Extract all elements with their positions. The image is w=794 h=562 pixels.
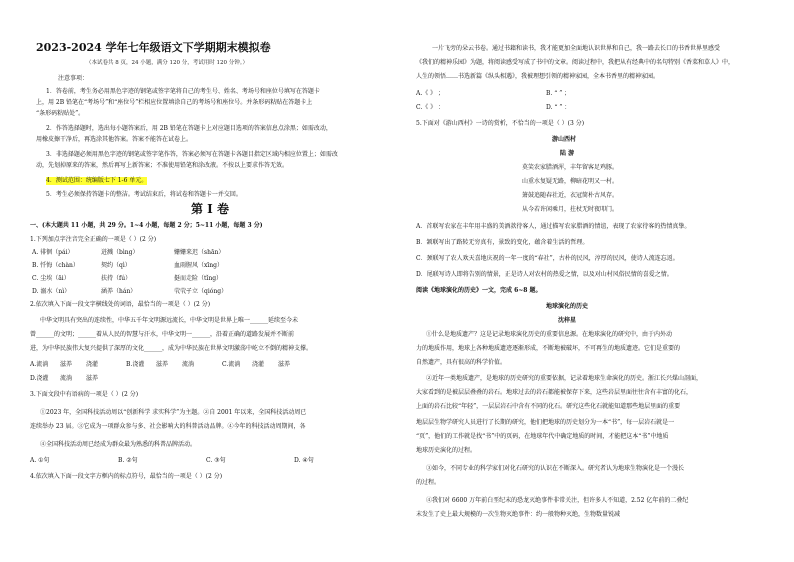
article-author: 沈梓星 bbox=[558, 317, 577, 324]
q2-option: 滋养 bbox=[156, 361, 169, 368]
article-line: 自然遗产，具有很高的科学价值。 bbox=[416, 359, 507, 366]
note-line: 1．答卷前，考生务必用黑色字迹的钢笔或签字笔将自己的考生号、姓名、考场号和座位号填写在答题卡 bbox=[46, 88, 320, 95]
q3-option: D. ④句 bbox=[294, 457, 314, 464]
q2-text-line: 进，为中华民族伟大复兴提供了深厚的文化______，成为中华民族在世界文明激荡中屹立不倒的精神支撑。 bbox=[30, 345, 313, 352]
question-5: 5.下面对《游山西村》一诗的赏析，不恰当的一项是（ ）(3 分) bbox=[416, 120, 585, 127]
poem-line: 箫鼓追随春社近，衣冠简朴古风存。 bbox=[522, 192, 619, 199]
q1-option: 茕茕孑立（qióng） bbox=[174, 288, 228, 295]
q4-option: D. “ ” ： bbox=[546, 104, 571, 111]
q2-option: 滋养 bbox=[278, 361, 291, 368]
exam-subtitle: （本试卷共 8 页，24 小题，满分 120 分，考试用时 120 分钟。） bbox=[86, 60, 248, 66]
question-1: 1.下列加点字注音完全正确的一项是（ ）(2 分) bbox=[30, 236, 157, 243]
q1-option: 契约（qì） bbox=[101, 262, 131, 269]
q1-option: 姗姗来迟（shān） bbox=[174, 249, 225, 256]
q1-option: 挺而走险（tǐng） bbox=[174, 275, 223, 282]
q3-option: B. ②句 bbox=[118, 457, 138, 464]
note-line: 5．考生必须保持答题卡的整洁。考试结束后，将试卷和答题卡一并交回。 bbox=[46, 191, 242, 198]
article-line: ①什么是地质遗产？这是记录地球演化历史的重要信息源。在地球演化的研究中，由于内外动 bbox=[426, 331, 673, 338]
q5-option: B．颔联写出了路转无穷真有，景致的变化，蕴含着生活的哲理。 bbox=[416, 239, 589, 246]
q3-option: A. ①句 bbox=[30, 457, 50, 464]
q2-option: C.流淌 bbox=[222, 361, 241, 368]
q2-option: A.流淌 bbox=[30, 361, 49, 368]
q4-text-line: 人生的领悟……书选新篇《纵头相遇》，我被理想引领的精神家园，全本书香里的精神家园。 bbox=[416, 73, 660, 80]
q1-option: 扶持（fú） bbox=[101, 275, 132, 282]
q3-text-line: 连续举办 23 届。③它成为一项群众参与多、社会影响大的科普活动品牌。④今年的科技活动周期间，各 bbox=[30, 423, 306, 430]
article-line: 地层层生物学研究人员进行了长期的研究，他们把地球的历史划分为一本“书”，每一层岩石就是一 bbox=[416, 419, 675, 426]
q2-option: 浇灌 bbox=[86, 361, 99, 368]
note-line: 上，用 2B 铅笔在“考场号”和“座位号”栏相应位置填涂自己的考场号和座位号。并条形码粘贴在答题卡上 bbox=[36, 99, 313, 106]
q5-option: D．尾联写诗人即将告别的情景，正是诗人对农村的热爱之情，以及对山村风俗民情的喜爱之情。 bbox=[416, 271, 673, 278]
reading-intro: 阅读《地球演化的历史》一文，完成 6~8 题。 bbox=[416, 287, 542, 294]
article-line: 末发生了史上最大规模的一次生物灭绝事件：约一般物种灭绝，生物数量锐减 bbox=[416, 511, 621, 518]
question-3: 3.下面文段中有语病的一项是（ ）(2 分) bbox=[30, 391, 139, 398]
q2-option: 流淌 bbox=[60, 375, 73, 382]
q2-option: B.浇灌 bbox=[126, 361, 145, 368]
article-line: 的过程。 bbox=[416, 479, 441, 486]
q2-option: D.浇灌 bbox=[30, 375, 49, 382]
article-line: ③如今，不同专业的科学家们对化石研究的认识在不断深入。研究者认为地球生物演化是一个漫长 bbox=[426, 465, 685, 472]
note-line: 用橡皮擦干净后，再选涂其他答案。答案不能答在试卷上。 bbox=[36, 136, 193, 143]
q4-option: A.《 》 ； bbox=[416, 90, 445, 97]
q4-text-line: 《我们的精神乐园》为题，将阅读感受写成了书中的文章。阅读过程中，我把从有经典中的名句特别《香菜和草人》中， bbox=[416, 59, 735, 66]
q2-option: 流淌 bbox=[182, 361, 195, 368]
note-line: 3．非选择题必须用黑色字迹的钢笔或签字笔作答，答案必须写在答题卡各题目指定区域内相应位置上；如需改 bbox=[46, 151, 338, 158]
q1-option: D. 溺水（nì） bbox=[32, 288, 71, 295]
article-line: 上面的岩石比较“年轻”，一层层岩石中含有不同的化石。研究这些化石就能知道那些地层里面的重要 bbox=[416, 403, 681, 410]
article-line: 力的地质作用，地球上各种地质遗迹逐渐形成，不断地被破坏，不可再生的地质遗迹。它们是重要的 bbox=[416, 345, 681, 352]
article-title: 地球演化的历史 bbox=[546, 303, 589, 310]
article-line: 大家看到的是被层层叠叠的岩石。地球过去的岩石都能被保存下来，这些岩层里面往往含有丰富的化石， bbox=[416, 389, 693, 396]
article-line: ②近年一类地质遗产，是地球的历史研究的重要依据，记录着地球生命演化的历史。浙江长兴煤山剖面， bbox=[426, 375, 703, 382]
poem-author: 陆 游 bbox=[560, 150, 575, 157]
part1-heading: 第 I 卷 bbox=[191, 202, 229, 216]
q2-option: 滋养 bbox=[86, 375, 99, 382]
exam-title: 2023-2024 学年七年级语文下学期期末模拟卷 bbox=[36, 41, 271, 54]
left-column bbox=[26, 0, 408, 562]
q1-option: B. 忏悔（chàn） bbox=[32, 262, 79, 269]
poem-line: 从今若许闲乘月，拄杖无时夜叩门。 bbox=[522, 206, 619, 213]
note-line: 2．作答选择题时，选出每小题答案后，用 2B 铅笔在答题卡上对应题目选项的答案信息点涂黑；如需改动， bbox=[46, 125, 332, 132]
q2-text-line: 中华文明具有突出的连续性，中华五千年文明源远流长，中华文明是世界上唯一______延续至今未 bbox=[40, 317, 299, 324]
poem-title: 游山西村 bbox=[552, 136, 577, 143]
q1-option: 涵养（hán） bbox=[101, 288, 137, 295]
q1-option: 迸溅（bìng） bbox=[101, 249, 139, 256]
q1-option: A. 徘徊（pái） bbox=[32, 249, 74, 256]
q2-option: 浇灌 bbox=[252, 361, 265, 368]
q1-option: 血雨腥风（xīng） bbox=[174, 262, 224, 269]
q3-text-line: ④全国科技活动周已经成为群众最为熟悉的科普品牌活动。 bbox=[40, 441, 197, 448]
article-line: ④我们对 6600 万年前白垩纪末的恐龙灭绝事件非常关注，但许多人不知道，2.52 亿年前的二叠纪 bbox=[426, 497, 689, 504]
q2-option: 滋养 bbox=[60, 361, 73, 368]
q3-option: C. ③句 bbox=[206, 457, 226, 464]
question-4: 4.依次填入下面一段文字方框内的标点符号，最恰当的一项是（ ）(2 分) bbox=[30, 473, 223, 480]
section-heading: 一、(本大题共 11 小题，共 29 分。1~4 小题，每题 2 分；5~11 小题，每题 3 分) bbox=[30, 222, 263, 229]
note-scope-highlight: 4．测试范围：统编版七下 1-6 单元。 bbox=[46, 177, 148, 184]
q2-text-line: 曾______的文明；______着从人民的智慧与汗水，中华文明一______，沿着正确的道路发展并不断前 bbox=[30, 331, 295, 338]
note-line: 动，先划掉原来的答案，然后再写上新答案；不准使用铅笔和涂改液。不按以上要求作答无效。 bbox=[36, 162, 289, 169]
question-2: 2.依次填入下面一段文字横线处的词语，最恰当的一项是（ ）(2 分) bbox=[30, 301, 211, 308]
article-line: “页”，他们的工作就是找“书”中的页码，在地球年代中确定地质的时间，才能把这本“书”中地质 bbox=[416, 433, 669, 440]
q1-option: C. 尘埃（āi） bbox=[32, 275, 70, 282]
q3-text-line: ①2023 年，全国科技活动周以“创新科学 求实科学”为主题。②自 2001 年以来，全国科技活动周已 bbox=[40, 409, 307, 416]
poem-line: 山重水复疑无路，柳暗花明又一村。 bbox=[522, 178, 619, 185]
notice-title: 注意事项： bbox=[58, 75, 89, 82]
note-line: “条形码粘贴处”。 bbox=[36, 110, 85, 117]
poem-line: 莫笑农家腊酒浑，丰年留客足鸡豚。 bbox=[522, 164, 619, 171]
q5-option: A．首联写农家在丰年用丰盛的美酒款待客人，通过描写农家腊酒的情谊，表现了农家待客的热情真挚。 bbox=[416, 223, 691, 230]
q5-option: C．颈联写了农人欢天喜地庆祝的一年一度的“春社”，古朴的民风，淳厚的民风，使诗人流连忘返。 bbox=[416, 255, 679, 262]
article-line: 地球历史演化的过程。 bbox=[416, 447, 477, 454]
q4-text-line: 一片飞旁的朵云书卷。通过书籍和读书，我才能更加全面地认识世界和自己，我一路去长口的书香世界里感受 bbox=[432, 45, 721, 52]
right-column bbox=[412, 0, 784, 562]
q4-option: B. “ ” ； bbox=[546, 90, 571, 97]
q4-option: C.《 》 ： bbox=[416, 104, 445, 111]
